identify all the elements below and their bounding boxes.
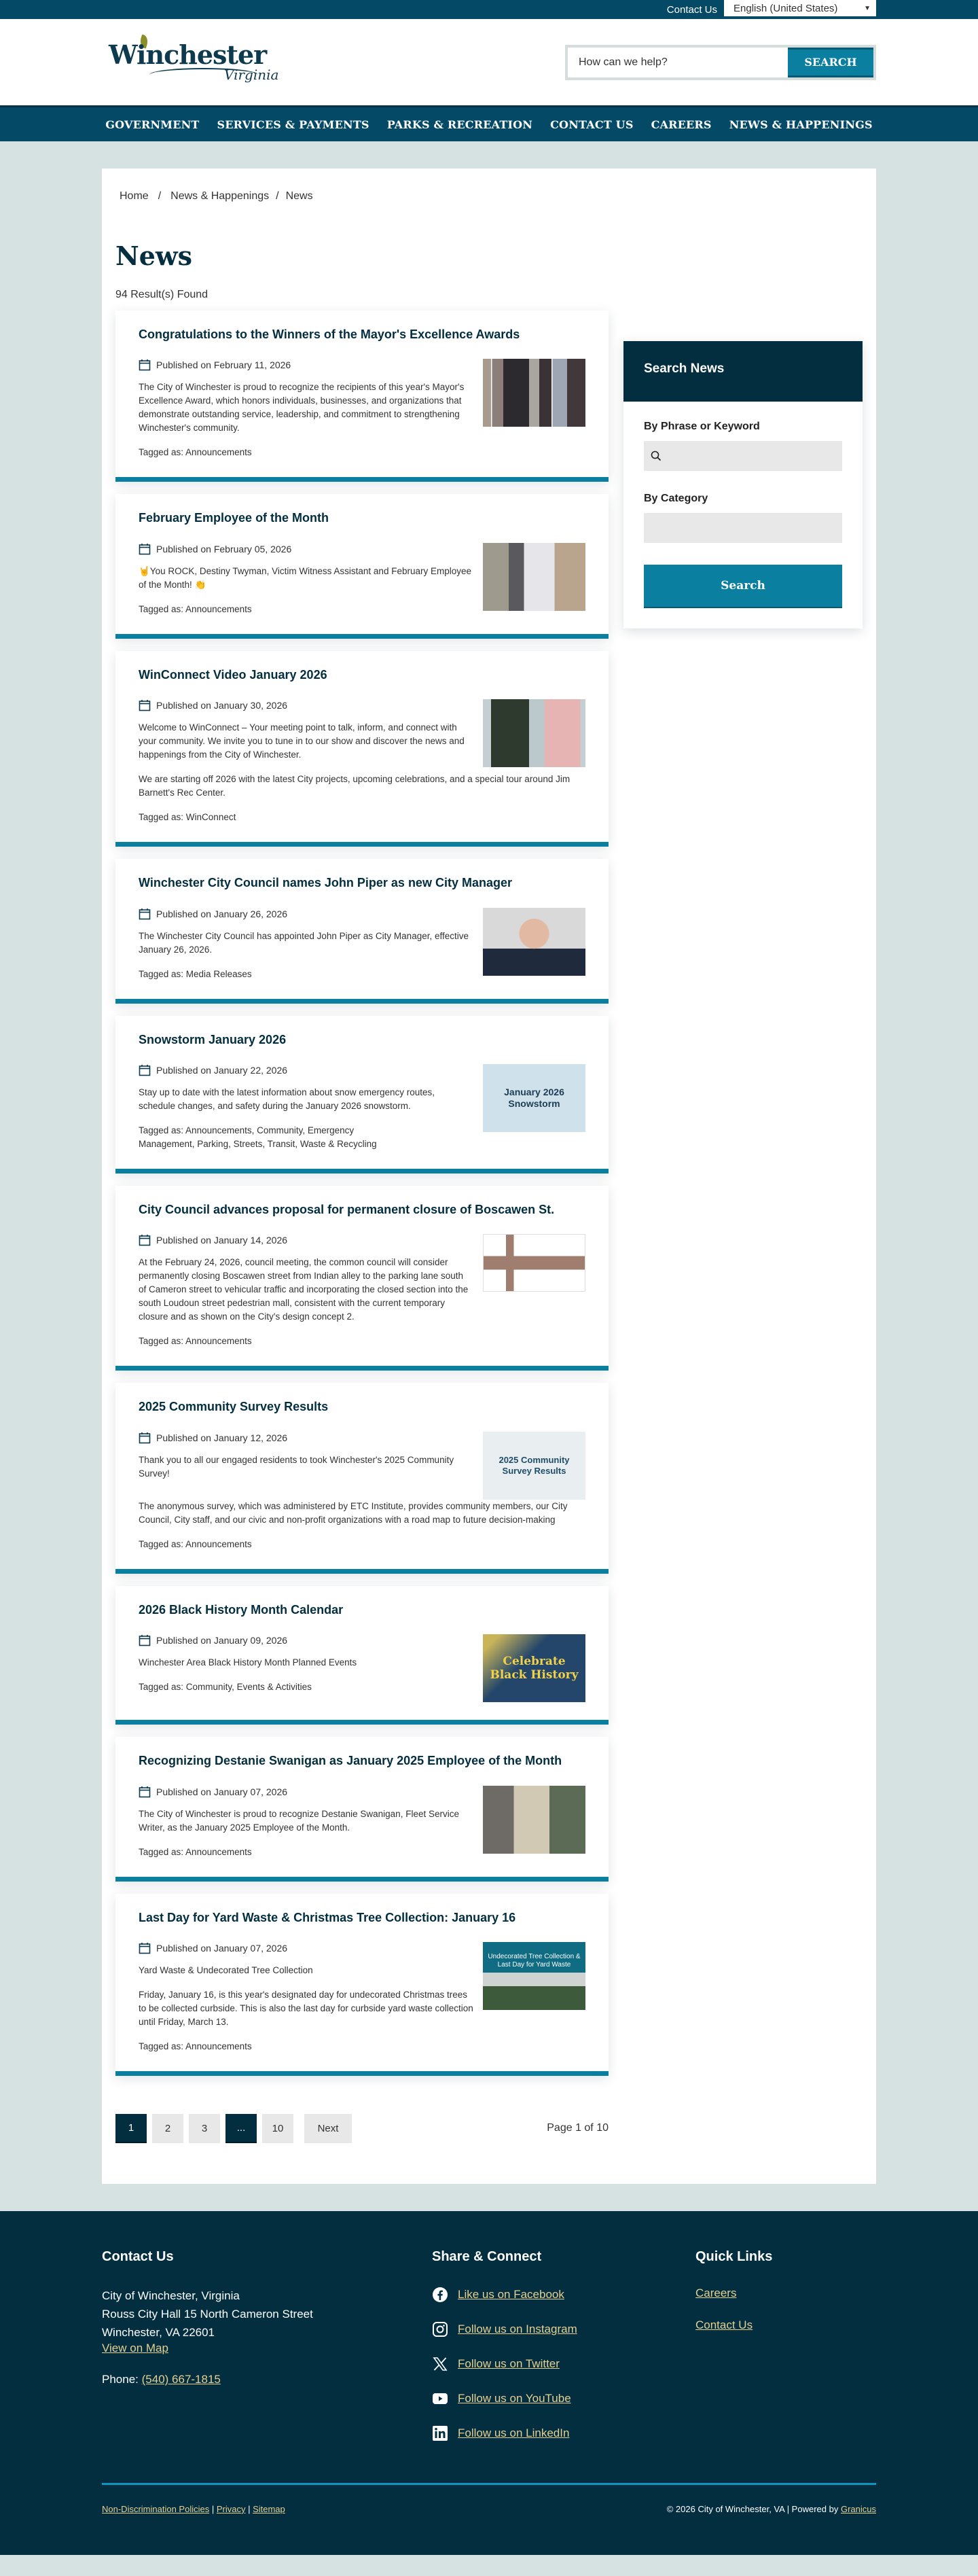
facebook-link[interactable]: Like us on Facebook: [458, 2287, 564, 2301]
thumbnail-text: Celebrate Black History: [490, 1654, 579, 1682]
published-date: [139, 543, 473, 555]
instagram-icon: [432, 2321, 448, 2337]
news-card: [115, 651, 609, 847]
breadcrumb-current: News: [285, 190, 313, 202]
utility-bar: [0, 0, 978, 19]
phone-link[interactable]: (540) 667-1815: [141, 2372, 221, 2386]
published-date: [139, 699, 473, 711]
quick-link-careers[interactable]: Careers: [695, 2286, 737, 2299]
thumbnail-text: 2025 Community Survey Results: [499, 1455, 570, 1476]
published-text: Published on January 14, 2026: [156, 1235, 288, 1246]
news-tags: Tagged as: Community, Events & Activities: [139, 1682, 312, 1693]
published-date: [139, 1432, 473, 1444]
news-summary: At the February 24, 2026, council meeting, the common council will consider permanently closing Boscawen street from Indian alley to the parking lane south of Cameron street to vehicular traffic and incorporating the closed section into the south Loudoun street pedestrian mall, consistent with the current temporary closure and as shown on the City's design concept 2.: [139, 1257, 469, 1322]
language-selected: English (United States): [734, 2, 838, 14]
youtube-link[interactable]: Follow us on YouTube: [458, 2391, 571, 2405]
calendar-icon: [139, 359, 151, 371]
phone-label: Phone:: [102, 2372, 139, 2386]
granicus-link[interactable]: Granicus: [840, 2503, 876, 2514]
news-tags: Tagged as: Announcements: [139, 1846, 252, 1857]
sitemap-link[interactable]: Sitemap: [253, 2503, 285, 2514]
news-card: [115, 859, 609, 1003]
site-search-input[interactable]: [568, 48, 788, 77]
news-tags: Tagged as: Announcements: [139, 1336, 252, 1347]
news-summary: Winchester Area Black History Month Planned Events: [139, 1657, 357, 1668]
calendar-icon: [139, 908, 151, 920]
published-text: Published on January 26, 2026: [156, 908, 288, 919]
news-summary: Yard Waste & Undecorated Tree Collection: [139, 1964, 313, 1975]
published-date: [139, 359, 473, 371]
news-card-title[interactable]: 2026 Black History Month Calendar: [139, 1602, 344, 1617]
keyword-label: By Phrase or Keyword: [644, 421, 760, 432]
search-icon: [651, 451, 662, 461]
news-tags: Tagged as: Announcements: [139, 1538, 252, 1549]
published-text: Published on January 07, 2026: [156, 1942, 288, 1954]
facebook-icon: [432, 2287, 448, 2303]
linkedin-link[interactable]: Follow us on LinkedIn: [458, 2426, 570, 2439]
news-card-title[interactable]: Congratulations to the Winners of the Mayor's Excellence Awards: [139, 328, 520, 341]
copyright-text: © 2026 City of Winchester, VA | Powered by: [666, 2503, 839, 2514]
news-card-title[interactable]: February Employee of the Month: [139, 511, 329, 525]
breadcrumb-separator: /: [276, 190, 279, 202]
news-summary: Thank you to all our engaged residents to took Winchester's 2025 Community Survey!: [139, 1454, 454, 1479]
news-tags: Tagged as: WinConnect: [139, 812, 236, 823]
news-summary: Welcome to WinConnect – Your meeting point to talk, inform, and connect with your community. We invite you to tune in to our show and discover the news and happenings from the City of Winchester.: [139, 722, 465, 760]
published-date: [139, 1064, 473, 1076]
news-thumbnail-award-winners[interactable]: [483, 359, 585, 427]
main-nav: [0, 105, 978, 141]
footer-quick-heading: Quick Links: [695, 2248, 773, 2264]
published-date: [139, 1634, 473, 1646]
news-card: [115, 1383, 609, 1573]
news-card-title[interactable]: WinConnect Video January 2026: [139, 667, 327, 682]
news-card: [115, 494, 609, 638]
published-text: Published on January 12, 2026: [156, 1432, 288, 1443]
privacy-link[interactable]: Privacy: [216, 2503, 246, 2514]
calendar-icon: [139, 1942, 151, 1954]
news-card-title[interactable]: 2025 Community Survey Results: [139, 1400, 329, 1414]
nav-parks-recreation[interactable]: PARKS & RECREATION: [386, 118, 533, 131]
calendar-icon: [139, 543, 151, 555]
footer-address-line: Rouss City Hall 15 North Cameron Street: [102, 2307, 313, 2321]
pagination: [115, 2114, 609, 2143]
instagram-link[interactable]: Follow us on Instagram: [458, 2322, 577, 2335]
published-text: Published on January 30, 2026: [156, 700, 288, 711]
footer-address-line: Winchester, VA 22601: [102, 2325, 215, 2339]
news-thumbnail-winconnect[interactable]: [483, 699, 585, 767]
page-10-button[interactable]: 10: [262, 2114, 293, 2143]
news-thumbnail-survey[interactable]: [483, 1432, 585, 1500]
sidebar-search-button[interactable]: Search: [644, 565, 842, 608]
calendar-icon: [139, 1234, 151, 1246]
x-twitter-icon: [432, 2356, 448, 2372]
news-thumbnail-street-plan[interactable]: [483, 1234, 585, 1292]
site-footer: [0, 2211, 978, 2555]
next-page-button[interactable]: Next: [304, 2114, 352, 2143]
result-count: 94 Result(s) Found: [115, 289, 209, 300]
news-card-title[interactable]: Last Day for Yard Waste & Christmas Tree Collection: January 16: [139, 1910, 516, 1924]
site-search: [565, 45, 876, 80]
news-tags: Tagged as: Announcements: [139, 447, 252, 458]
footer-quick-links: [695, 2249, 772, 2460]
news-card: [115, 311, 609, 482]
twitter-link[interactable]: Follow us on Twitter: [458, 2357, 560, 2370]
published-text: Published on January 07, 2026: [156, 1786, 288, 1797]
copyright: [667, 2504, 876, 2514]
news-thumbnail-tree-collection[interactable]: [483, 1942, 585, 2010]
footer-address-line: City of Winchester, Virginia: [102, 2289, 240, 2302]
footer-legal-links: Non-Discrimination Policies | Privacy | Sitemap: [102, 2503, 285, 2514]
calendar-icon: [139, 699, 151, 711]
news-summary: The Winchester City Council has appointed John Piper as City Manager, effective January 26, 2026.: [139, 930, 469, 955]
site-logo[interactable]: [102, 35, 285, 90]
footer-divider: [102, 2483, 876, 2485]
published-text: Published on February 11, 2026: [156, 359, 291, 371]
footer-social: [432, 2249, 695, 2460]
breadcrumb: [115, 182, 863, 211]
sidebar-title: Search News: [623, 341, 863, 402]
search-news-sidebar: [623, 341, 863, 2143]
nav-contact-us[interactable]: CONTACT US: [550, 118, 634, 131]
news-tags: Tagged as: Announcements, Community, Emergency Management, Parking, Streets, Transit, Waste & Recycling: [139, 1125, 377, 1149]
page-wrapper: [0, 141, 978, 2211]
page-ellipsis-button[interactable]: ...: [225, 2114, 257, 2143]
news-card: [115, 1737, 609, 1881]
calendar-icon: [139, 1786, 151, 1798]
news-tags: Tagged as: Announcements: [139, 603, 252, 614]
news-card: [115, 1586, 609, 1725]
linkedin-icon: [432, 2425, 448, 2441]
news-summary: The anonymous survey, which was administered by ETC Institute, provides community members, our City Council, City staff, and our civic and non-profit organizations with a road map to future decision-making: [139, 1500, 568, 1525]
footer-contact: [102, 2249, 432, 2460]
news-summary: We are starting off 2026 with the latest City projects, upcoming celebrations, and a special tour around Jim Barnett's Rec Center.: [139, 774, 570, 798]
news-thumbnail-employee[interactable]: [483, 1786, 585, 1854]
news-summary: 🤘You ROCK, Destiny Twyman, Victim Witness Assistant and February Employee of the Month! 👏: [139, 565, 472, 590]
category-select[interactable]: [644, 513, 842, 543]
page-title: News: [115, 241, 193, 271]
published-text: Published on February 05, 2026: [156, 543, 292, 554]
page-indicator: Page 1 of 10: [547, 2122, 609, 2134]
language-select[interactable]: [724, 0, 876, 16]
view-on-map-link[interactable]: View on Map: [102, 2341, 168, 2354]
page-2-button[interactable]: 2: [152, 2114, 183, 2143]
breadcrumb-news-happenings[interactable]: News & Happenings: [170, 190, 270, 202]
breadcrumb-home[interactable]: Home: [120, 190, 149, 202]
keyword-field: [644, 441, 842, 471]
nav-careers[interactable]: CAREERS: [651, 118, 712, 131]
calendar-icon: [139, 1432, 151, 1444]
news-summary: Stay up to date with the latest information about snow emergency routes, schedule changes, and safety during the January 2026 snowstorm.: [139, 1087, 435, 1111]
news-summary: The City of Winchester is proud to recognize Destanie Swanigan, Fleet Service Writer, as the January 2025 Employee of the Month.: [139, 1808, 459, 1833]
calendar-icon: [139, 1634, 151, 1646]
site-header: [0, 19, 978, 105]
utility-contact-link[interactable]: Contact Us: [666, 3, 717, 16]
content-layout: [115, 241, 863, 2143]
news-card-title[interactable]: City Council advances proposal for permanent closure of Boscawen St.: [139, 1202, 555, 1216]
nav-services-payments[interactable]: SERVICES & PAYMENTS: [217, 118, 369, 131]
published-text: Published on January 09, 2026: [156, 1635, 288, 1646]
footer-contact-heading: Contact Us: [102, 2248, 174, 2264]
site-search-button[interactable]: SEARCH: [788, 48, 873, 77]
published-date: [139, 908, 473, 920]
youtube-icon: [432, 2390, 448, 2407]
news-summary: Friday, January 16, is this year's designated day for undecorated Christmas trees to be collected curbside. This is also the last day for curbside yard waste collection until Friday, March 13.: [139, 1989, 473, 2027]
nav-government[interactable]: GOVERNMENT: [105, 118, 200, 131]
nav-news-happenings[interactable]: NEWS & HAPPENINGS: [729, 118, 873, 131]
quick-link-contact-us[interactable]: Contact Us: [695, 2318, 753, 2331]
chevron-down-icon: ▼: [864, 4, 871, 12]
page-1-button[interactable]: 1: [115, 2114, 147, 2143]
category-label: By Category: [644, 493, 708, 504]
news-card-title[interactable]: Snowstorm January 2026: [139, 1032, 287, 1046]
calendar-icon: [139, 1064, 151, 1076]
news-thumbnail-black-history[interactable]: [483, 1634, 585, 1702]
news-card-title[interactable]: Recognizing Destanie Swanigan as January 2025 Employee of the Month: [139, 1754, 562, 1768]
news-summary: The City of Winchester is proud to recognize the recipients of this year's Mayor's Excellence Award, which honors individuals, businesses, and organizations that demonstrate outstanding service, leadership, and commitment to strengthening Winchester's community.: [139, 382, 465, 434]
thumbnail-text: January 2026 Snowstorm: [504, 1087, 564, 1109]
thumbnail-text: Undecorated Tree Collection & Last Day for Yard Waste: [488, 1952, 581, 1969]
published-date: [139, 1942, 473, 1954]
page-3-button[interactable]: 3: [189, 2114, 220, 2143]
footer-social-heading: Share & Connect: [432, 2248, 542, 2264]
news-column: [115, 241, 609, 2143]
news-card: [115, 1186, 609, 1371]
breadcrumb-separator: /: [158, 190, 162, 202]
content-panel: [102, 169, 876, 2184]
logo-wordmark: Winchester: [109, 39, 267, 70]
news-card: [115, 1016, 609, 1174]
keyword-input[interactable]: [662, 441, 842, 471]
news-thumbnail-headshot[interactable]: [483, 908, 585, 976]
news-card: [115, 1894, 609, 2076]
published-text: Published on January 22, 2026: [156, 1064, 288, 1076]
news-tags: Tagged as: Media Releases: [139, 968, 252, 979]
published-date: [139, 1786, 473, 1798]
published-date: [139, 1234, 473, 1246]
news-thumbnail-employee[interactable]: [483, 543, 585, 611]
logo-subtext: Virginia: [224, 66, 279, 83]
news-tags: Tagged as: Announcements: [139, 2041, 252, 2051]
news-thumbnail-snowstorm[interactable]: [483, 1064, 585, 1132]
news-card-title[interactable]: Winchester City Council names John Piper as new City Manager: [139, 876, 512, 890]
non-discrimination-link[interactable]: Non-Discrimination Policies: [102, 2503, 210, 2514]
